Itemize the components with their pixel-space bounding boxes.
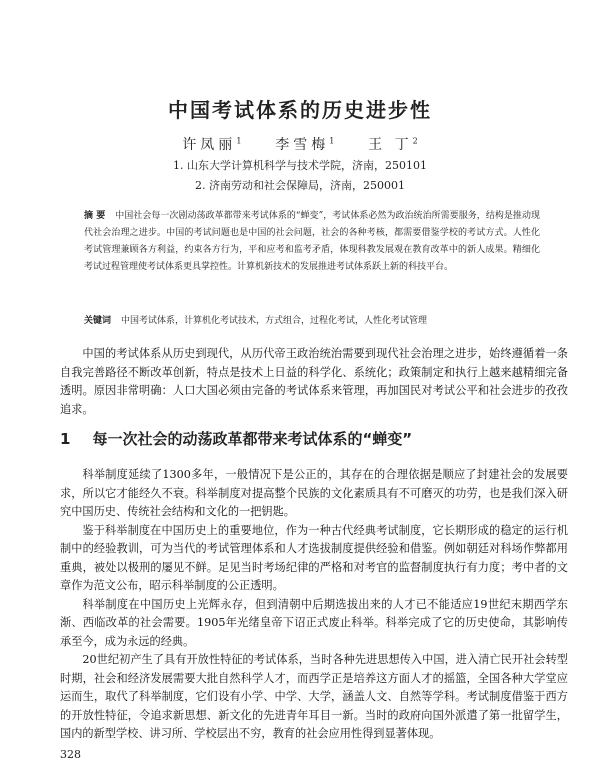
body-paragraph: 鉴于科举制度在中国历史上的重要地位，作为一种古代经典考试制度，它长期形成的稳定的运行机制中的经验教训，可为当代的考试管理体系和人才选拔制度提供经验和借鉴。例如朝廷对科场作弊都用重典，被处以极刑的屡见不鲜。足见当时考场纪律的严格和对考官的监督制度执行有力度；考中者的文章作为范文公布，昭示科举制度的公正透明。: [60, 523, 568, 592]
author-affiliation-mark: 1: [236, 136, 242, 146]
author-affiliation-mark: 1: [329, 136, 335, 146]
author-affiliation-mark: 2: [412, 136, 418, 146]
author-name: 许凤丽: [182, 137, 237, 153]
section-heading: [60, 428, 568, 449]
body-paragraph: 科举制度在中国历史上光辉永存，但到清朝中后期选拔出来的人才已不能适应19世纪末期西学东渐、西临改革的社会需要。1905年光绪皇帝下诏正式废止科举。科举完成了它的历史使命，其影响传承至今，成为永远的经典。: [60, 597, 568, 648]
keywords-text: 中国考试体系，计算机化考试技术，方式组合，过程化考试，人性化考试管理: [121, 316, 428, 326]
abstract-label: 摘 要: [84, 211, 106, 221]
abstract: [84, 208, 540, 276]
keywords-label: 关键词: [84, 316, 112, 326]
author-list: [0, 134, 600, 154]
paper-title: 中国考试体系的历史进步性: [168, 98, 432, 122]
abstract-text: 中国社会每一次剧动荡政革都带来考试体系的“蝉变”，考试体系必然为政治统治所需要服务，结构是推动现代社会治理之进步。中国的考试问题也是中国的社会问题，社会的各种考核，都需要借鉴学校的考试方式。人性化考试管理兼顾各方利益，约束各方行为，平和应考和监考矛盾，体现科教发展观在教育改革中的新人成果。精细化考试过程管理使考试体系更具掌控性。计算机新技术的发展推进考试体系跃上新的科技平台。: [84, 211, 540, 272]
keywords: [84, 314, 540, 328]
section-title: 每一次社会的动荡政革都带来考试体系的“蝉变”: [92, 430, 413, 448]
section-number: 1: [60, 430, 71, 448]
body-text: [60, 466, 568, 744]
author-name: 王 丁: [368, 137, 413, 153]
body-paragraph: 20世纪初产生了具有开放性特征的考试体系，当时各种先进思想传入中国，进入清亡民开社会转型时期，社会和经济发展需要大批自然科学人才，而西学正是培养这方面人才的摇篮，全国各种大学堂应运而生，取代了科举制度，它们设有小学、中学、大学，涵盖人文、自然等学科。考试制度借鉴于西方的开放性特征，令追求新思想、新文化的先进青年耳目一新。当时的政府向国外派遣了第一批留学生，国内的新型学校、讲习所、学校层出不穷，教育的社会应用性得到显著体现。: [60, 653, 568, 740]
author-name: 李雪梅: [275, 137, 330, 153]
intro-paragraph: 中国的考试体系从历史到现代，从历代帝王政治统治需要到现代社会治理之进步，始终遵循着一条自我完善路径不断改革创新，特点是技术上日益的科学化、系统化；政策制定和执行上越来越精细完备透明。原因非常明确：人口大国必须由完备的考试体系来管理，再加国民对考试公平和社会进步的孜孜追求。: [60, 347, 568, 416]
page-number: 328: [60, 748, 81, 761]
affiliation: 2. 济南劳动和社会保障局，济南，250001: [195, 179, 405, 192]
affiliation: 1. 山东大学计算机科学与技术学院，济南，250101: [173, 159, 427, 172]
body-paragraph: 科举制度延续了1300多年，一般情况下是公正的，其存在的合理依据是顺应了封建社会的发展要求，所以它才能经久不衰。科举制度对提高整个民族的文化素质具有不可磨灭的功劳，也是我们深入研究中国历史、传统社会结构和文化的一把钥匙。: [60, 468, 568, 518]
